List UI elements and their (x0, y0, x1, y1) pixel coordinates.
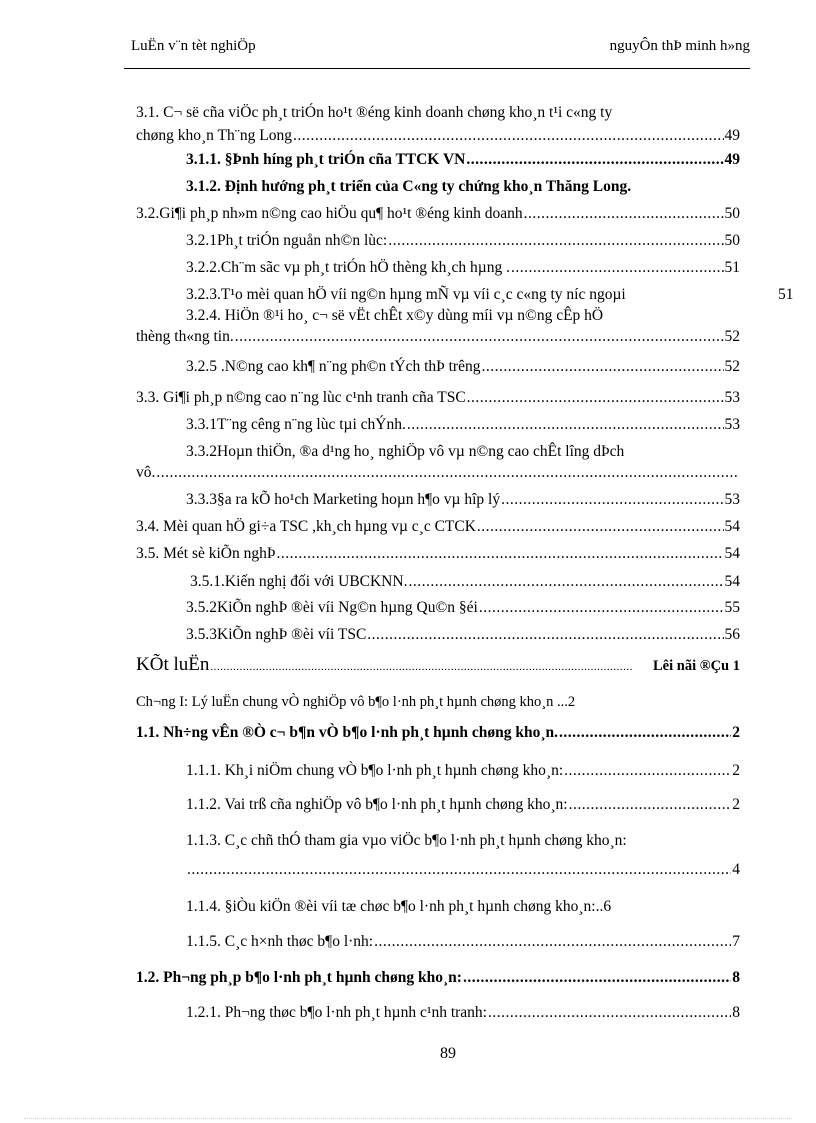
toc-page-number: 51 (778, 286, 794, 303)
toc-page-number: 50 (724, 232, 740, 249)
dot-leader (479, 599, 724, 616)
toc-entry-text: 1.1.3. C¸c chñ thÓ tham gia vµo viÖc b¶o l·nh ph¸t hµnh chøng kho¸n: (186, 832, 627, 849)
toc-entry-text: vô. (136, 464, 156, 481)
toc-page-number: 49 (724, 151, 740, 168)
toc-entry-1-1-1 (186, 762, 740, 779)
dot-leader (374, 933, 731, 950)
toc-entry-text: Ch¬ng I: Lý luËn chung vÒ nghiÖp vô b¶o l·nh ph¸t hµnh chøng kho¸n ...2 (136, 694, 576, 710)
toc-entry-conclusion (136, 656, 740, 676)
toc-page-number: 56 (724, 626, 740, 643)
toc-entry-3-1 (136, 104, 740, 144)
dot-leader (569, 796, 732, 813)
toc-entry-text: thèng th«ng tin. (136, 328, 234, 345)
dot-leader (511, 259, 724, 276)
toc-entry-text: 3.2.3.T¹o mèi quan hÖ víi ng©n hµng mÑ vµ víi c¸c c«ng ty níc ngoµi (186, 286, 626, 303)
toc-entry-3-5 (136, 545, 740, 562)
toc-entry-text: 1.2. Ph¬ng ph¸p b¶o l·nh ph¸t hµnh chøng kho¸n: (136, 969, 462, 986)
toc-page-number: 53 (724, 491, 740, 508)
dot-leader (156, 464, 739, 481)
toc-entry-1-1-5 (186, 933, 740, 950)
toc-page-number: 8 (732, 969, 740, 986)
toc-entry-text: 3.3.1T¨ng cêng n¨ng lùc tµi chÝnh. (186, 416, 406, 433)
toc-entry-1-2-1 (186, 1004, 740, 1021)
running-header-right: nguyÔn thÞ minh h»ng (609, 38, 750, 54)
toc-entry-text: 3.3.2Hoµn thiÖn, ®a d¹ng ho¸ nghiÖp vô vµ n©ng cao chÊt lîng dÞch (186, 443, 625, 460)
toc-page-number: 2 (732, 762, 740, 779)
dot-leader (367, 626, 723, 643)
toc-page-number: 49 (724, 127, 740, 144)
toc-page-number: 54 (724, 518, 740, 535)
toc-entry-text: 3.5.1.Kiến nghị đối với UBCKNN. (190, 573, 408, 590)
toc-entry-text: 3.2.4. HiÖn ®¹i ho¸ c¬ së vËt chÊt x©y dùng míi vµ n©ng cÊp hÖ (186, 307, 604, 324)
toc-entry-3-1-line1: 3.1. C¬ së cña viÖc ph¸t triÓn ho¹t ®éng kinh doanh chøng kho¸n t¹i c«ng ty (136, 104, 613, 121)
toc-entry-text: 3.4. Mèi quan hÖ gi÷a TSC ,kh¸ch hµng vµ c¸c CTCK (136, 518, 476, 535)
dot-leader (210, 659, 632, 676)
dot-leader (481, 358, 723, 375)
toc-entry-text: 3.1.2. Định hướng ph¸t triển của C«ng ty chứng kho¸n Thăng Long. (186, 178, 632, 195)
toc-entry-3-2-3 (186, 286, 746, 303)
toc-entry-text: 1.1.1. Kh¸i niÖm chung vÒ b¶o l·nh ph¸t hµnh chøng kho¸n: (186, 762, 564, 779)
toc-entry-text: 1.1.4. §iÒu kiÖn ®èi víi tæ chøc b¶o l·nh ph¸t hµnh chøng kho¸n:..6 (186, 898, 612, 915)
toc-entry-3-3 (136, 389, 740, 406)
toc-entry-3-5-1 (190, 573, 740, 590)
toc-entry-3-3-1 (186, 416, 740, 433)
toc-entry-3-5-3 (186, 626, 740, 643)
dot-leader (293, 127, 724, 144)
toc-entry-text: 3.2.5 .N©ng cao kh¶ n¨ng ph©n tÝch thÞ trêng (186, 358, 481, 375)
toc-entry-intro: Lêi nãi ®Çu 1 (653, 658, 740, 674)
toc-page-number: 2 (732, 724, 740, 741)
toc-entry-1-1-3 (186, 832, 740, 878)
toc-entry-1-1 (136, 724, 740, 741)
toc-page-number: 8 (732, 1004, 740, 1021)
toc-entry-text: 3.5.3KiÕn nghÞ ®èi víi TSC (186, 626, 367, 643)
toc-entry-1-2 (136, 969, 740, 986)
toc-entry-text: 3.5.2KiÕn nghÞ ®èi víi Ng©n hµng Qu©n §éi (186, 599, 478, 616)
toc-entry-text: 1.1.5. C¸c h×nh thøc b¶o l·nh: (186, 933, 374, 950)
toc-entry-3-1-line2: chøng kho¸n Th¨ng Long (136, 127, 292, 144)
toc-entry-1-1-2 (186, 796, 740, 813)
toc-entry-text: 3.2.Gi¶i ph¸p nh»m n©ng cao hiÖu qu¶ ho¹t ®éng kinh doanh (136, 205, 523, 222)
toc-entry-3-3-2 (136, 443, 740, 481)
toc-entry-text: 3.2.1Ph¸t triÓn nguån nh©n lùc: (186, 232, 388, 249)
toc-entry-text: 3.3. Gi¶i ph¸p n©ng cao n¨ng lùc c¹nh tranh cña TSC (136, 389, 466, 406)
toc-page-number: 50 (724, 205, 740, 222)
dot-leader (466, 151, 723, 168)
page-border-bottom (24, 1118, 792, 1119)
dot-leader (463, 969, 731, 986)
dot-leader (501, 491, 723, 508)
toc-entry-3-5-2 (186, 599, 740, 616)
toc-entry-text: 1.1. Nh÷ng vÊn ®Ò c¬ b¶n vÒ b¶o l·nh ph¸t hµnh chøng kho¸n. (136, 724, 558, 741)
toc-page-number: 2 (732, 796, 740, 813)
toc-entry-text: 1.2.1. Ph¬ng thøc b¶o l·nh ph¸t hµnh c¹nh tranh: (186, 1004, 487, 1021)
page-number: 89 (440, 1045, 456, 1062)
toc-entry-text: KÕt luËn (136, 654, 210, 675)
toc-page-number: 52 (724, 328, 740, 345)
toc-page-number: 54 (724, 573, 740, 590)
dot-leader (477, 518, 724, 535)
toc-entry-chapter-1 (136, 694, 746, 711)
toc-entry-text: 3.3.3§a ra kÕ ho¹ch Marketing hoµn h¶o vµ hîp lý (186, 491, 501, 508)
toc-entry-text: 3.5. Mét sè kiÕn nghÞ (136, 545, 276, 562)
toc-page-number: 7 (732, 933, 740, 950)
toc-entry-text: 3.1.1. §Þnh híng ph¸t triÓn cña TTCK VN (186, 151, 466, 168)
dot-leader (388, 232, 723, 249)
toc-page-number: 53 (724, 389, 740, 406)
toc-entry-3-4 (136, 518, 740, 535)
dot-leader (488, 1004, 731, 1021)
dot-leader (408, 573, 723, 590)
toc-entry-3-2-5 (186, 358, 740, 375)
toc-page-number: 51 (724, 259, 740, 276)
toc-page-number: 53 (724, 416, 740, 433)
dot-leader (235, 328, 724, 345)
dot-leader (407, 416, 724, 433)
toc-entry-text: 3.2.2.Ch¨m sãc vµ ph¸t triÓn hÖ thèng kh¸ch hµng . (186, 259, 510, 276)
toc-page-number: 55 (724, 599, 740, 616)
running-header-left: LuËn v¨n tèt nghiÖp (131, 38, 256, 54)
toc-entry-3-1-2 (186, 178, 746, 195)
toc-entry-3-1-1 (186, 151, 740, 168)
toc-entry-3-2-2 (186, 259, 740, 276)
dot-leader (277, 545, 724, 562)
dot-leader (187, 861, 731, 878)
toc-entry-1-1-4 (186, 898, 740, 915)
dot-leader (559, 724, 731, 741)
toc-page-number: 4 (732, 861, 740, 878)
toc-page-number: 52 (724, 358, 740, 375)
dot-leader (467, 389, 724, 406)
dot-leader (564, 762, 731, 779)
toc-entry-text: 1.1.2. Vai trß cña nghiÖp vô b¶o l·nh ph¸t hµnh chøng kho¸n: (186, 796, 568, 813)
toc-page-number: 54 (724, 545, 740, 562)
toc-entry-3-3-3 (186, 491, 740, 508)
toc-entry-3-2 (136, 205, 740, 222)
toc-entry-3-2-1 (186, 232, 740, 249)
toc-entry-3-2-4 (136, 307, 740, 345)
dot-leader (524, 205, 724, 222)
